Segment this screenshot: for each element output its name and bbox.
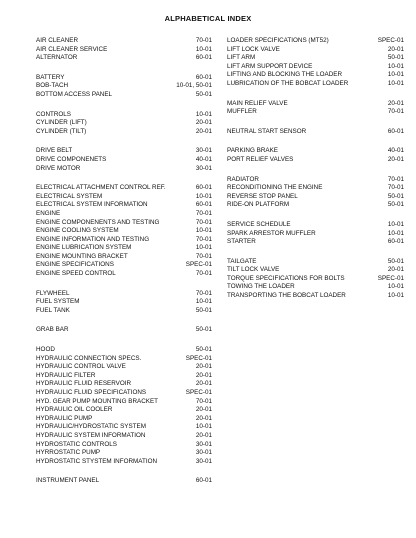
index-entry-label: HYDROSTATIC STYSTEM INFORMATION [36,457,158,465]
index-entry-label: INSTRUMENT PANEL [36,477,100,485]
index-entry-page: 70-01 [195,397,212,405]
index-entry-page: 20-01 [387,266,404,274]
index-entry-label: FLYWHEEL [36,289,70,297]
index-entry [227,71,404,80]
index-entry [36,227,212,236]
index-entry-label: SPARK ARRESTOR MUFFLER [227,229,316,237]
index-entry [227,275,404,284]
index-entry [227,54,404,63]
index-entry-label: HYRROSTATIC PUMP [36,449,101,457]
index-entry-page: 70-01 [195,209,212,217]
index-entry-label: FUEL TANK [36,306,70,314]
index-entry-label: ENGINE COOLING SYSTEM [36,227,119,235]
index-entry [36,458,212,467]
index-entry [36,326,212,335]
index-entry-page: 20-01 [195,119,212,127]
index-entry-label: NEUTRAL START SENSOR [227,127,307,135]
index-entry-page: 10-01 [387,292,404,300]
index-entry [227,128,404,137]
index-entry-label: CONTROLS [36,110,71,118]
index-entry [36,54,212,63]
index-entry-page: 40-01 [387,147,404,155]
index-entry [36,363,212,372]
index-entry [36,128,212,137]
index-entry-page: 20-01 [195,414,212,422]
index-entry-page: 60-01 [195,477,212,485]
index-entry-label: ENGINE INFORMATION AND TESTING [36,235,150,243]
index-entry [36,380,212,389]
index-entry [227,37,404,46]
index-entry-label: TILT LOCK VALVE [227,266,280,274]
group-spacer [227,89,404,100]
index-entry [36,147,212,156]
index-entry [36,193,212,202]
index-entry-page: SPEC-01 [185,354,212,362]
index-entry-label: PARKING BRAKE [227,147,278,155]
index-entry [227,46,404,55]
index-entry-page: SPEC-01 [377,274,404,282]
index-entry [36,449,212,458]
index-entry [36,119,212,128]
index-entry-page: SPEC-01 [377,37,404,44]
group-spacer [36,279,212,290]
index-entry-page: 60-01 [195,184,212,192]
index-entry-page: 30-01 [195,449,212,457]
index-entry-page: 20-01 [195,371,212,379]
index-entry-label: LIFT LOCK VALVE [227,45,280,53]
index-entry-page: 10-01 [195,45,212,53]
index-entry-page: 70-01 [195,270,212,278]
index-entry [227,108,404,117]
index-entry [36,423,212,432]
index-entry-label: HOOD [36,346,55,354]
index-entry [36,355,212,364]
index-entry [36,415,212,424]
page-title: ALPHABETICAL INDEX [164,14,252,23]
index-entry-page: 20-01 [195,127,212,135]
index-entry [36,184,212,193]
index-entry-page: SPEC-01 [185,261,212,269]
index-entry-page: 10-01 [387,71,404,79]
index-entry [36,298,212,307]
index-entry [227,100,404,109]
index-entry-page: 10-01 [387,62,404,70]
index-entry-page: 30-01 [195,440,212,448]
index-entry [36,346,212,355]
index-entry-page: 20-01 [195,380,212,388]
index-entry-label: ENGINE SPECIFICATIONS [36,261,114,269]
index-entry [36,389,212,398]
index-entry-page: 20-01 [387,99,404,107]
index-entry-label: BATTERY [36,73,65,81]
index-entry [36,74,212,83]
index-entry-label: HYDROSTATIC CONTROLS [36,440,117,448]
index-entry-label: HYDRAULIC CONNECTION SPECS. [36,354,142,362]
index-entry [36,290,212,299]
index-entry-page: 50-01 [195,346,212,354]
index-entry-page: 10-01 [195,110,212,118]
index-column-left [36,37,212,486]
index-entry-page: 10-01 [387,79,404,87]
index-entry-page: 70-01 [195,218,212,226]
index-entry-page: 10-01 [195,192,212,200]
index-entry [227,292,404,301]
index-entry [36,91,212,100]
index-entry-label: ALTERNATOR [36,54,78,62]
index-entry-label: RIDE-ON PLATFORM [227,201,290,209]
index-entry-page: 20-01 [387,155,404,163]
index-entry-label: DRIVE MOTOR [36,164,81,172]
group-spacer [36,466,212,477]
index-entry [36,307,212,316]
index-entry [36,244,212,253]
index-entry-label: HYDRAULIC/HYDROSTATIC SYSTEM [36,423,146,431]
index-entry-label: HYDRAULIC SYSTEM INFORMATION [36,431,146,439]
index-entry-label: STARTER [227,238,256,246]
index-entry-page: 50-01 [195,326,212,334]
group-spacer [227,247,404,258]
index-entry-label: AIR CLEANER SERVICE [36,45,108,53]
index-entry-page: 60-01 [195,201,212,209]
index-entry [36,156,212,165]
index-entry [36,165,212,174]
index-entry-page: 30-01 [195,164,212,172]
index-entry-page: 50-01 [387,54,404,62]
index-entry [36,432,212,441]
index-entry-label: REVERSE STOP PANEL [227,192,298,200]
index-entry-page: 10-01 [195,298,212,306]
index-entry [36,219,212,228]
index-entry-page: 60-01 [195,54,212,62]
index-entry-page: 70-01 [195,235,212,243]
index-entry-label: TOWING THE LOADER [227,283,295,291]
index-entry [227,238,404,247]
index-entry-label: ENGINE [36,209,61,217]
index-entry-label: ELECTRICAL SYSTEM INFORMATION [36,201,148,209]
index-entry [36,82,212,91]
index-entry [36,372,212,381]
index-entry-label: GRAB BAR [36,326,69,334]
index-entry-label: RADIATOR [227,175,259,183]
index-entry-page: 10-01 [387,229,404,237]
index-entry-label: LOADER SPECIFICATIONS (MT52) [227,37,329,44]
index-entry [36,46,212,55]
index-entry [36,270,212,279]
group-spacer [36,315,212,326]
index-entry-page: 10-01 [195,227,212,235]
index-entry-page: SPEC-01 [185,389,212,396]
index-entry-page: 50-01 [195,90,212,98]
index-entry [36,37,212,46]
index-entry-label: DRIVE COMPONENETS [36,155,107,163]
index-entry [227,258,404,267]
index-entry-label: HYDRAULIC OIL COOLER [36,406,113,414]
index-entry [227,230,404,239]
index-entry-label: PORT RELIEF VALVES [227,155,294,163]
index-entry-label: ENGINE COMPONENENTS AND TESTING [36,218,160,226]
group-spacer [36,136,212,147]
index-entry-page: 20-01 [387,45,404,53]
index-entry-label: MUFFLER [227,108,257,116]
index-entry-label: ELECTRICAL SYSTEM [36,192,103,200]
index-entry-label: MAIN RELIEF VALVE [227,99,288,107]
index-entry [36,201,212,210]
group-spacer [227,117,404,128]
index-entry-page: 40-01 [195,155,212,163]
group-spacer [36,100,212,111]
index-entry [36,406,212,415]
index-column-right [227,37,404,301]
index-entry-page: 30-01 [195,457,212,465]
index-entry-label: BOTTOM ACCESS PANEL [36,90,113,98]
index-entry-page: 30-01 [195,147,212,155]
index-entry-label: ENGINE SPEED CONTROL [36,270,116,278]
index-entry-label: HYDRAULIC FLUID RESERVOIR [36,380,132,388]
index-entry-page: 70-01 [387,108,404,116]
index-entry-label: ENGINE LUBRICATION SYSTEM [36,244,132,252]
index-entry-label: BOB-TACH [36,82,69,90]
group-spacer [36,173,212,184]
index-entry [227,283,404,292]
index-entry-page: 70-01 [195,37,212,44]
index-entry-page: 20-01 [195,431,212,439]
index-entry [36,477,212,486]
index-entry-page: 70-01 [387,175,404,183]
index-entry-label: HYDRAULIC FILTER [36,371,96,379]
index-entry-page: 10-01 [387,220,404,228]
index-entry [227,176,404,185]
index-entry-label: LUBRICATION OF THE BOBCAT LOADER [227,79,349,87]
index-entry-label: TORQUE SPECIFICATIONS FOR BOLTS [227,274,345,282]
index-entry [36,441,212,450]
index-entry-label: DRIVE BELT [36,147,73,155]
index-entry-label: LIFTING AND BLOCKING THE LOADER [227,71,343,79]
index-entry-label: CYLINDER (TILT) [36,127,87,135]
index-entry-label: HYD. GEAR PUMP MOUNTING BRACKET [36,397,158,405]
index-entry-label: SERVICE SCHEDULE [227,220,291,228]
index-entry [227,80,404,89]
index-entry-page: 60-01 [387,238,404,246]
index-entry-label: HYDRAULIC CONTROL VALVE [36,363,126,371]
index-entry [36,398,212,407]
index-entry-page: 50-01 [387,192,404,200]
group-spacer [36,335,212,346]
index-entry-page: 60-01 [387,127,404,135]
index-entry-label: ENGINE MOUNTING BRACKET [36,252,128,260]
index-entry [227,156,404,165]
group-spacer [227,210,404,221]
index-entry-label: ELECTRICAL ATTACHMENT CONTROL REF. [36,184,166,192]
group-spacer [36,63,212,74]
index-entry-page: 50-01 [387,257,404,265]
index-entry-label: RECONDITIONING THE ENGINE [227,184,323,192]
index-entry-page: 50-01 [387,201,404,209]
index-entry [36,210,212,219]
index-entry-page: 70-01 [387,184,404,192]
index-entry-label: AIR CLEANER [36,37,78,44]
group-spacer [227,165,404,176]
index-entry [227,193,404,202]
index-entry [36,111,212,120]
index-entry-page: 50-01 [195,306,212,314]
group-spacer [227,136,404,147]
index-entry [227,63,404,72]
index-entry-label: CYLINDER (LIFT) [36,119,87,127]
index-entry-page: 20-01 [195,363,212,371]
index-entry-page: 10-01 [387,283,404,291]
index-entry-label: TAILGATE [227,257,257,265]
index-entry [227,266,404,275]
index-entry [227,184,404,193]
index-entry [227,147,404,156]
index-entry-page: 70-01 [195,289,212,297]
index-entry [36,261,212,270]
index-entry-label: LIFT ARM [227,54,256,62]
index-entry-page: 10-01 [195,244,212,252]
index-entry-label: HYDRAULIC FLUID SPECIFICATIONS [36,389,147,396]
index-entry-label: FUEL SYSTEM [36,298,80,306]
index-entry-label: TRANSPORTING THE BOBCAT LOADER [227,292,346,300]
index-entry-page: 10-01, 50-01 [176,82,212,90]
index-entry [36,236,212,245]
index-entry-page: 10-01 [195,423,212,431]
index-entry-label: HYDRAULIC PUMP [36,414,93,422]
index-entry-page: 70-01 [195,252,212,260]
index-entry [36,253,212,262]
index-entry-page: 60-01 [195,73,212,81]
index-entry-page: 20-01 [195,406,212,414]
index-entry-label: LIFT ARM SUPPORT DEVICE [227,62,313,70]
index-entry [227,221,404,230]
index-entry [227,201,404,210]
